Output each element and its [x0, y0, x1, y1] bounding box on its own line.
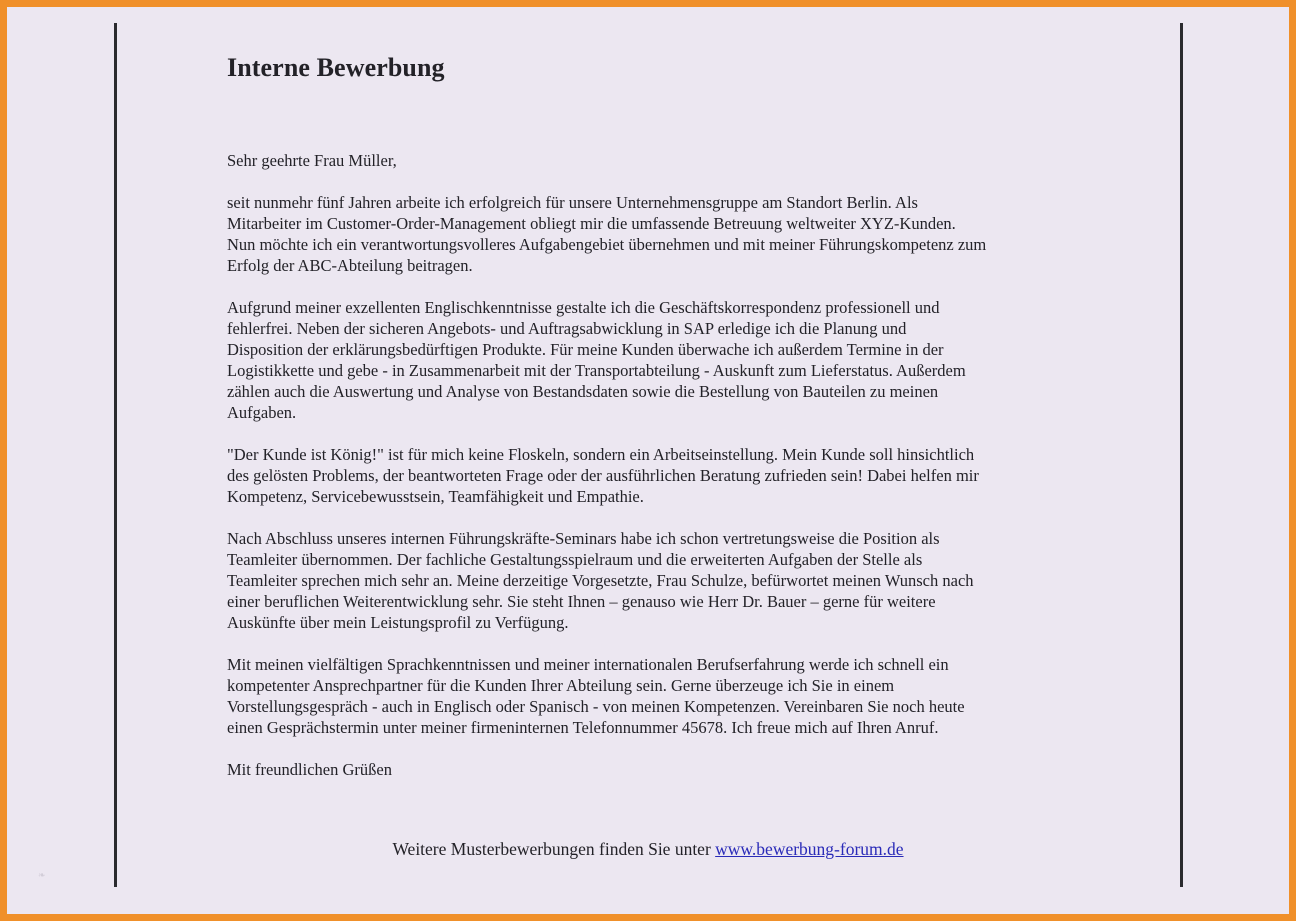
paragraph-line: Kompetenz, Servicebewusstsein, Teamfähigkeit und Empathie. — [227, 487, 644, 506]
paragraph-line: Vorstellungsgespräch - auch in Englisch oder Spanisch - von meinen Kompetenzen. Vereinbaren Sie noch heute — [227, 697, 965, 716]
body-paragraph — [227, 528, 1087, 633]
paragraph-line: seit nunmehr fünf Jahren arbeite ich erfolgreich für unsere Unternehmensgruppe am Standort Berlin. Als — [227, 193, 918, 212]
paragraph-line: einer beruflichen Weiterentwicklung sehr. Sie steht Ihnen – genauso wie Herr Dr. Bauer – gerne für weitere — [227, 592, 936, 611]
body-paragraph — [227, 654, 1087, 738]
paragraph-line: "Der Kunde ist König!" ist für mich keine Floskeln, sondern ein Arbeitseinstellung. Mein Kunde soll hinsichtlich — [227, 445, 975, 464]
paragraph-line: Aufgrund meiner exzellenten Englischkenntnisse gestalte ich die Geschäftskorrespondenz professionell und — [227, 298, 940, 317]
left-vertical-rule — [114, 23, 117, 887]
paragraph-line: Mitarbeiter im Customer-Order-Management obliegt mir die umfassende Betreuung weltweiter XYZ-Kunden. — [227, 214, 956, 233]
paragraph-line: Aufgaben. — [227, 403, 297, 422]
paragraph-line: Nach Abschluss unseres internen Führungskräfte-Seminars habe ich schon vertretungsweise die Position als — [227, 529, 940, 548]
body-paragraph — [227, 192, 1087, 276]
paragraph-line: Teamleiter sprechen mich sehr an. Meine derzeitige Vorgesetzte, Frau Schulze, befürwortet meinen Wunsch nach — [227, 571, 974, 590]
letter-title: Interne Bewerbung — [227, 53, 445, 82]
paragraph-line: kompetenter Ansprechpartner für die Kunden Ihrer Abteilung sein. Gerne überzeuge ich Sie in einem — [227, 676, 895, 695]
right-vertical-rule — [1180, 23, 1183, 887]
salutation: Sehr geehrte Frau Müller, — [227, 151, 397, 170]
body-paragraph — [227, 297, 1087, 423]
website-link[interactable]: www.bewerbung-forum.de — [715, 839, 904, 859]
paragraph-line: des gelösten Problems, der beantworteten Frage oder der ausführlichen Beratung zufrieden sein! Dabei helfen mir — [227, 466, 979, 485]
paragraph-line: einen Gesprächstermin unter meiner firmeninternen Telefonnummer 45678. Ich freue mich auf Ihren Anruf. — [227, 718, 939, 737]
paragraphs-container — [227, 192, 1087, 738]
letter-body — [227, 52, 1087, 780]
closing: Mit freundlichen Grüßen — [227, 760, 392, 779]
footer-text: Weitere Musterbewerbungen finden Sie unter — [392, 839, 716, 859]
paragraph-line: Erfolg der ABC-Abteilung beitragen. — [227, 256, 473, 275]
paragraph-line: Disposition der erklärungsbedürftigen Produkte. Für meine Kunden überwache ich außerdem Termine in der — [227, 340, 944, 359]
paragraph-line: Teamleiter übernommen. Der fachliche Gestaltungsspielraum und die erweiterten Aufgaben der Stelle als — [227, 550, 923, 569]
footer — [0, 838, 1296, 860]
watermark-logo: ❧ — [38, 870, 46, 880]
paragraph-line: Nun möchte ich ein verantwortungsvolleres Aufgabengebiet übernehmen und mit meiner Führungskompetenz zum — [227, 235, 987, 254]
body-paragraph — [227, 444, 1087, 507]
paragraph-line: zählen auch die Auswertung und Analyse von Bestandsdaten sowie die Bestellung von Bauteilen zu meinen — [227, 382, 939, 401]
paragraph-line: Auskünfte über mein Leistungsprofil zu Verfügung. — [227, 613, 569, 632]
paragraph-line: fehlerfrei. Neben der sicheren Angebots- und Auftragsabwicklung in SAP erledige ich die Planung und — [227, 319, 907, 338]
paragraph-line: Logistikkette und gebe - in Zusammenarbeit mit der Transportabteilung - Auskunft zum Lieferstatus. Außerdem — [227, 361, 966, 380]
paragraph-line: Mit meinen vielfältigen Sprachkenntnissen und meiner internationalen Berufserfahrung werde ich schnell ein — [227, 655, 949, 674]
